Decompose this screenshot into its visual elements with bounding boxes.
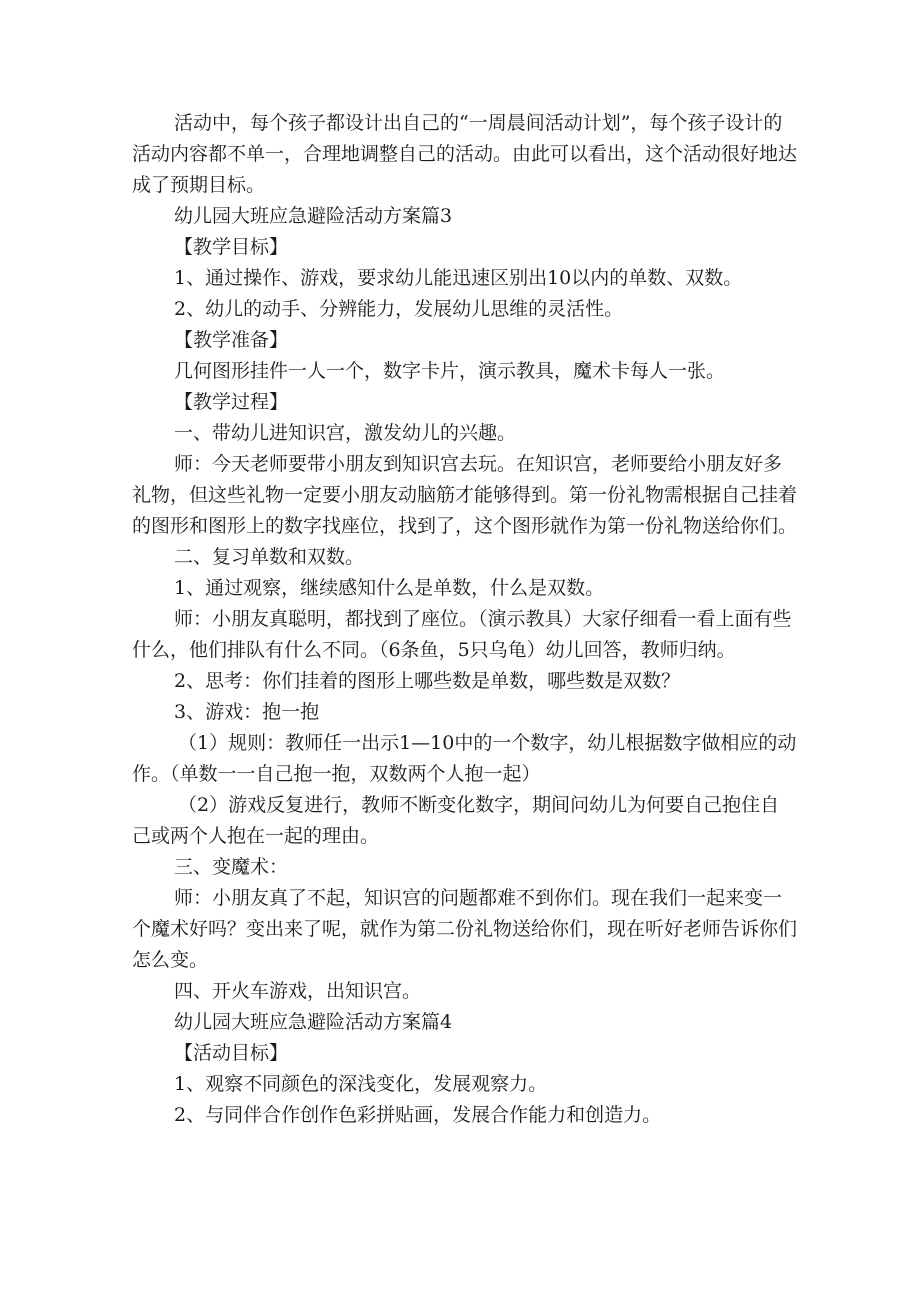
step-2-item-3: 3、游戏：抱一抱 <box>174 701 320 723</box>
step-2-item-1: 1、通过观察，继续感知什么是单数，什么是双数。 <box>174 577 605 599</box>
section-heading-plan-3: 幼儿园大班应急避险活动方案篇3 <box>174 205 453 227</box>
heading-teaching-process: 【教学过程】 <box>174 391 289 413</box>
game-rule-1: （1）规则：教师任一出示1—10中的一个数字，幼儿根据数字做相应的动作。（单数一一自己抱一抱，双数两个人抱一起） <box>132 732 797 785</box>
activity-goal-1: 1、观察不同颜色的深浅变化，发展观察力。 <box>174 1073 548 1095</box>
goal-item-2: 2、幼儿的动手、分辨能力，发展幼儿思维的灵活性。 <box>174 298 624 320</box>
section-heading-plan-4: 幼儿园大班应急避险活动方案篇4 <box>174 1011 453 1033</box>
teacher-speech-2: 师：小朋友真聪明，都找到了座位。（演示教具）大家仔细看一看上面有些什么，他们排队有什么不同。（6条鱼，5只乌龟）幼儿回答，教师归纳。 <box>132 608 792 661</box>
step-2-item-2: 2、思考：你们挂着的图形上哪些数是单数，哪些数是双数？ <box>174 670 681 692</box>
prep-text: 几何图形挂件一人一个，数字卡片，演示教具，魔术卡每人一张。 <box>174 360 726 382</box>
heading-teaching-prep: 【教学准备】 <box>174 329 289 351</box>
teacher-speech-3: 师：小朋友真了不起，知识宫的问题都难不到你们。现在我们一起来变一个魔术好吗？变出来了呢，就作为第二份礼物送给你们，现在听好老师告诉你们怎么变。 <box>132 887 798 971</box>
document-body <box>132 108 797 1131</box>
process-step-2: 二、复习单数和双数。 <box>174 546 365 568</box>
activity-goal-2: 2、与同伴合作创作色彩拼贴画，发展合作能力和创造力。 <box>174 1104 662 1126</box>
paragraph-activity-summary: 活动中，每个孩子都设计出自己的“一周晨间活动计划”，每个孩子设计的活动内容都不单一，合理地调整自己的活动。由此可以看出，这个活动很好地达成了预期目标。 <box>132 112 798 196</box>
goal-item-1: 1、通过操作、游戏，要求幼儿能迅速区别出10以内的单数、双数。 <box>174 267 743 289</box>
heading-activity-goals: 【活动目标】 <box>174 1042 289 1064</box>
game-rule-2: （2）游戏反复进行，教师不断变化数字，期间问幼儿为何要自己抱住自己或两个人抱在一起的理由。 <box>132 794 780 847</box>
teacher-speech-1: 师：今天老师要带小朋友到知识宫去玩。在知识宫，老师要给小朋友好多礼物，但这些礼物一定要小朋友动脑筋才能够得到。第一份礼物需根据自己挂着的图形和图形上的数字找座位，找到了，这个图形就作为第一份礼物送给你们。 <box>132 453 798 537</box>
heading-teaching-goals: 【教学目标】 <box>174 236 289 258</box>
process-step-1: 一、带幼儿进知识宫，激发幼儿的兴趣。 <box>174 422 517 444</box>
process-step-4: 四、开火车游戏，出知识宫。 <box>174 980 422 1002</box>
process-step-3: 三、变魔术： <box>174 856 289 878</box>
